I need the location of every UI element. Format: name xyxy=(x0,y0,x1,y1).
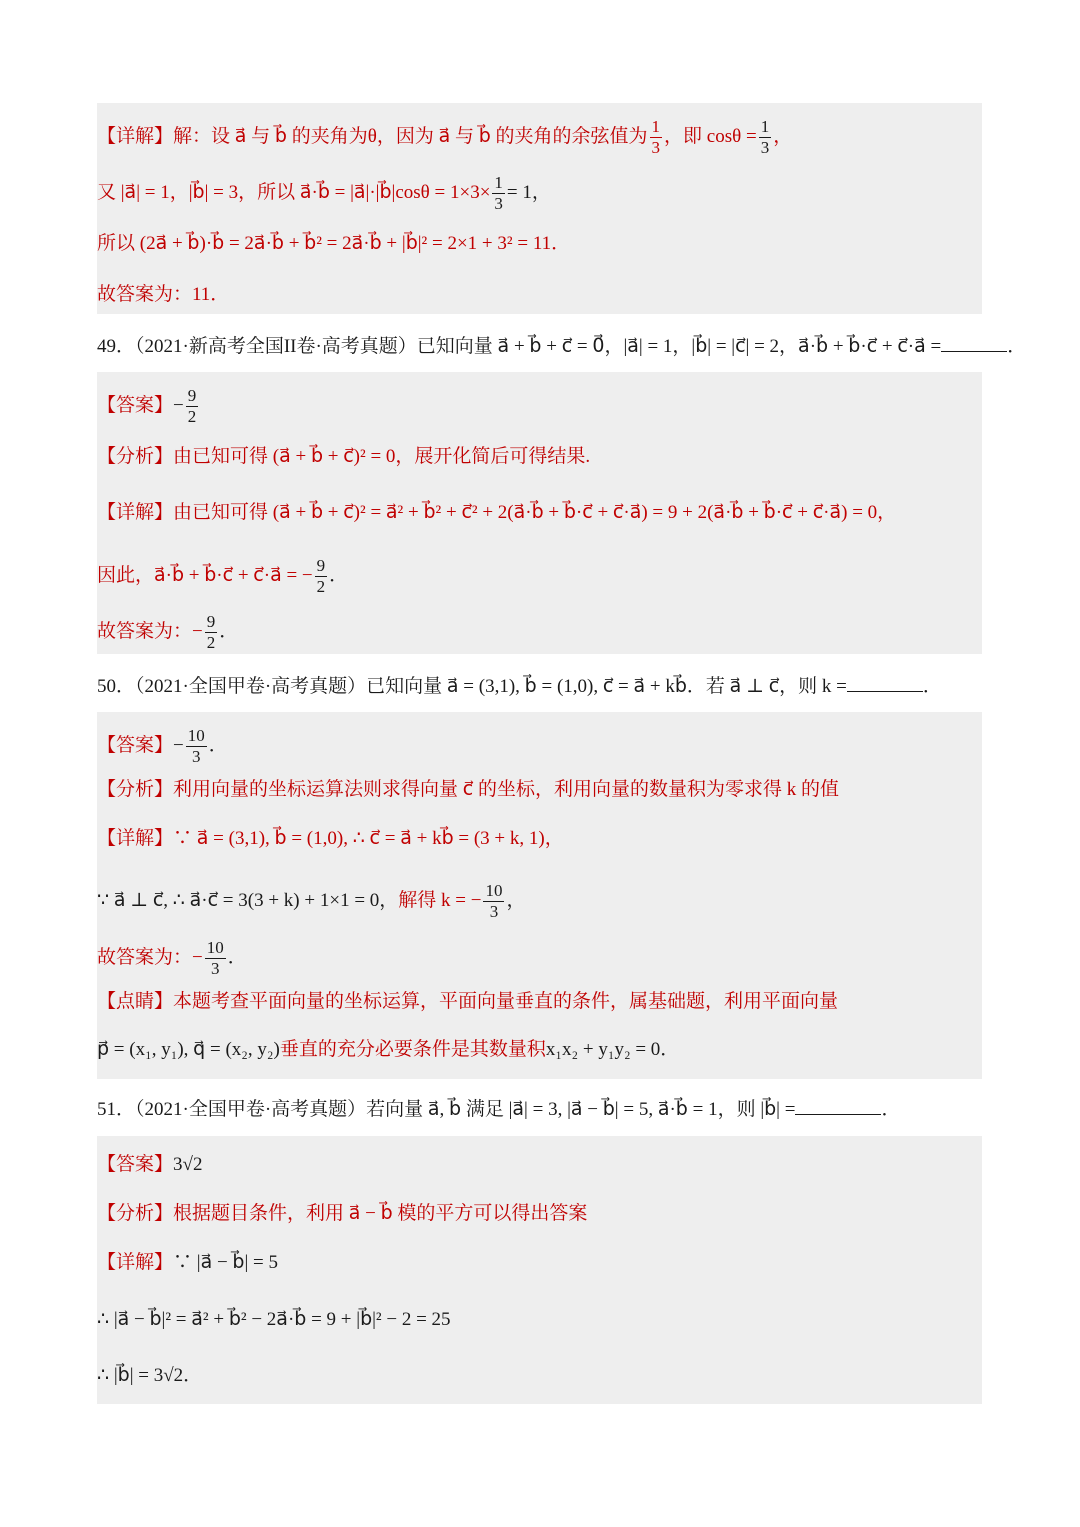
answer-51: 【答案】3√2 xyxy=(97,1154,203,1175)
fraction: $\frac{1}{3}$ xyxy=(651,117,661,157)
comment-50-line1: 【点睛】本题考查平面向量的坐标运算，平面向量垂直的条件，属基础题，利用平面向量 xyxy=(97,991,839,1012)
question-51: 51．（2021·全国甲卷·高考真题）若向量 a⃗, b⃗ 满足 |a⃗| = 3, |a⃗ − b⃗| = 5, a⃗·b⃗ = 1，则 |b⃗| = ． xyxy=(97,1094,982,1124)
answer-50: 【答案】− $\frac{10}{3}$ ． xyxy=(97,726,228,766)
question-49: 49．（2021·新高考全国II卷·高考真题）已知向量 a⃗ + b⃗ + c⃗ = 0⃗，|a⃗| = 1，|b⃗| = |c⃗| = 2，a⃗·b⃗ + b⃗·c⃗ + c⃗·a⃗ = ． xyxy=(97,331,982,361)
fraction: $\frac{9}{2}$ xyxy=(206,612,216,652)
fraction: $\frac{10}{3}$ xyxy=(485,881,503,921)
answer-blank xyxy=(847,671,923,692)
detail-48-line1: 【详解】解：设 a⃗ 与 b⃗ 的夹角为θ，因为 a⃗ 与 b⃗ 的夹角的余弦值为 $\frac{1}{3}$ ，即 cosθ = $\frac{1}{3}$ ， xyxy=(97,117,793,157)
answer-49: 【答案】− $\frac{9}{2}$ xyxy=(97,386,197,426)
detail-50-line2: ∵ a⃗ ⊥ c⃗, ∴ a⃗·c⃗ = 3(3 + k) + 1×1 = 0，解得 k = − $\frac{10}{3}$ ， xyxy=(97,881,526,921)
detail-49: 【详解】由已知可得 (a⃗ + b⃗ + c⃗)² = a⃗² + b⃗² + c⃗² + 2(a⃗·b⃗ + b⃗·c⃗ + c⃗·a⃗) = 9 + 2(a⃗·b⃗ + b⃗·c⃗ + c⃗·a⃗) = 0， xyxy=(97,502,897,523)
analysis-51: 【分析】根据题目条件，利用 a⃗ − b⃗ 模的平方可以得出答案 xyxy=(97,1203,588,1224)
detail-48-line2: 又 |a⃗| = 1，|b⃗| = 3，所以 a⃗·b⃗ = |a⃗|·|b⃗|cosθ = 1×3× $\frac{1}{3}$ = 1， xyxy=(97,173,551,213)
detail-51-line2: ∴ |a⃗ − b⃗|² = a⃗² + b⃗² − 2a⃗·b⃗ = 9 + |b⃗|² − 2 = 25 xyxy=(97,1309,451,1330)
fraction: $\frac{1}{3}$ xyxy=(760,117,770,157)
detail-51-line3: ∴ |b⃗| = 3√2． xyxy=(97,1365,203,1386)
answer-48: 故答案为：11． xyxy=(97,284,230,305)
question-50: 50．（2021·全国甲卷·高考真题）已知向量 a⃗ = (3,1), b⃗ = (1,0), c⃗ = a⃗ + kb⃗．若 a⃗ ⊥ c⃗，则 k = ． xyxy=(97,671,982,701)
fraction: $\frac{9}{2}$ xyxy=(187,386,197,426)
detail-tag: 【详解】 xyxy=(97,125,174,147)
comment-50-line2: p⃗ = (x₁, y₁), q⃗ = (x₂, y₂)垂直的充分必要条件是其数量积x₁x₂ + y₁y₂ = 0． xyxy=(97,1039,680,1060)
detail-48-line3: 所以 (2a⃗ + b⃗)·b⃗ = 2a⃗·b⃗ + b⃗² = 2a⃗·b⃗ + |b⃗|² = 2×1 + 3² = 11． xyxy=(97,233,571,254)
fraction: $\frac{1}{3}$ xyxy=(494,173,503,213)
fraction: $\frac{9}{2}$ xyxy=(316,556,326,596)
fraction: $\frac{10}{3}$ xyxy=(206,938,224,978)
final-50: 故答案为：− $\frac{10}{3}$ ． xyxy=(97,938,247,978)
fraction: $\frac{10}{3}$ xyxy=(187,726,205,766)
analysis-49: 【分析】由已知可得 (a⃗ + b⃗ + c⃗)² = 0，展开化简后可得结果. xyxy=(97,446,591,467)
detail-51-line1: 【详解】∵ |a⃗ − b⃗| = 5 xyxy=(97,1252,279,1273)
therefore-49: 因此，a⃗·b⃗ + b⃗·c⃗ + c⃗·a⃗ = − $\frac{9}{2}$ ． xyxy=(97,556,349,596)
answer-blank xyxy=(941,331,1007,352)
detail-50-line1: 【详解】∵ a⃗ = (3,1), b⃗ = (1,0), ∴ c⃗ = a⃗ + kb⃗ = (3 + k, 1)， xyxy=(97,828,564,849)
analysis-50: 【分析】利用向量的坐标运算法则求得向量 c⃗ 的坐标，利用向量的数量积为零求得 k 的值 xyxy=(97,779,839,800)
final-49: 故答案为：− $\frac{9}{2}$ ． xyxy=(97,612,239,652)
answer-blank xyxy=(795,1094,881,1115)
